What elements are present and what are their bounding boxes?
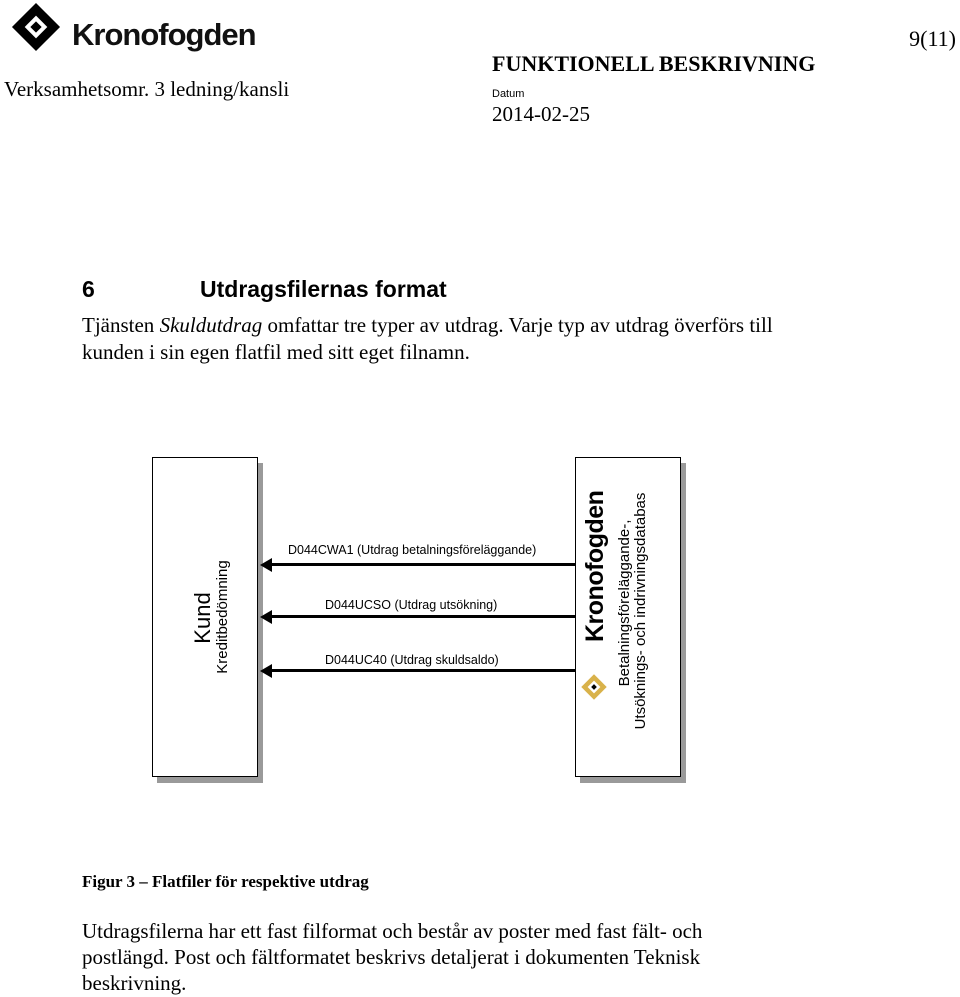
customer-box [152,457,258,777]
date-value: 2014-02-25 [492,102,590,126]
section-number: 6 [82,276,95,302]
arrow-line-1 [270,563,575,566]
database-logo-text: Kronofogden [581,490,609,642]
customer-subtitle: Kreditbedömning [214,560,231,674]
document-type: FUNKTIONELL BESKRIVNING [492,51,816,76]
closing-line1: Utdragsfilerna har ett fast filformat och består av poster med fast fält- och [82,919,703,943]
intro-paragraph-line1 [82,312,773,339]
arrow-line-3 [270,669,575,672]
flow-label-3: D044UC40 (Utdrag skuldsaldo) [325,653,499,667]
intro-text-post: omfattar tre typer av utdrag. Varje typ av utdrag överförs till [262,313,773,337]
database-line1: Betalningsföreläggande-, [616,519,633,687]
section-title: Utdragsfilernas format [200,276,447,302]
database-box [575,457,681,777]
database-line2: Utsöknings- och indrivningsdatabas [632,492,649,730]
flow-label-1: D044CWA1 (Utdrag betalningsföreläggande) [288,543,537,557]
customer-title: Kund [190,592,215,644]
kronofogden-logo [6,2,256,52]
intro-text-pre: Tjänsten [82,313,160,337]
page-number: 9(11) [909,26,956,51]
database-logo-icon [579,672,609,702]
closing-line3: beskrivning. [82,971,187,995]
department: Verksamhetsomr. 3 ledning/kansli [4,77,290,101]
intro-paragraph-line2: kunden i sin egen flatfil med sitt eget filnamn. [82,340,470,364]
logo-text: Kronofogden [72,17,256,52]
intro-text-italic: Skuldutdrag [159,313,263,337]
closing-line2: postlängd. Post och fältformatet beskrivs detaljerat i dokumenten Teknisk [82,945,701,969]
arrow-line-2 [270,615,575,618]
flow-label-2: D044UCSO (Utdrag utsökning) [325,598,498,612]
kronofogden-logo-icon [6,2,70,52]
date-label: Datum [492,88,525,100]
figure-caption: Figur 3 – Flatfiler för respektive utdrag [82,872,369,891]
